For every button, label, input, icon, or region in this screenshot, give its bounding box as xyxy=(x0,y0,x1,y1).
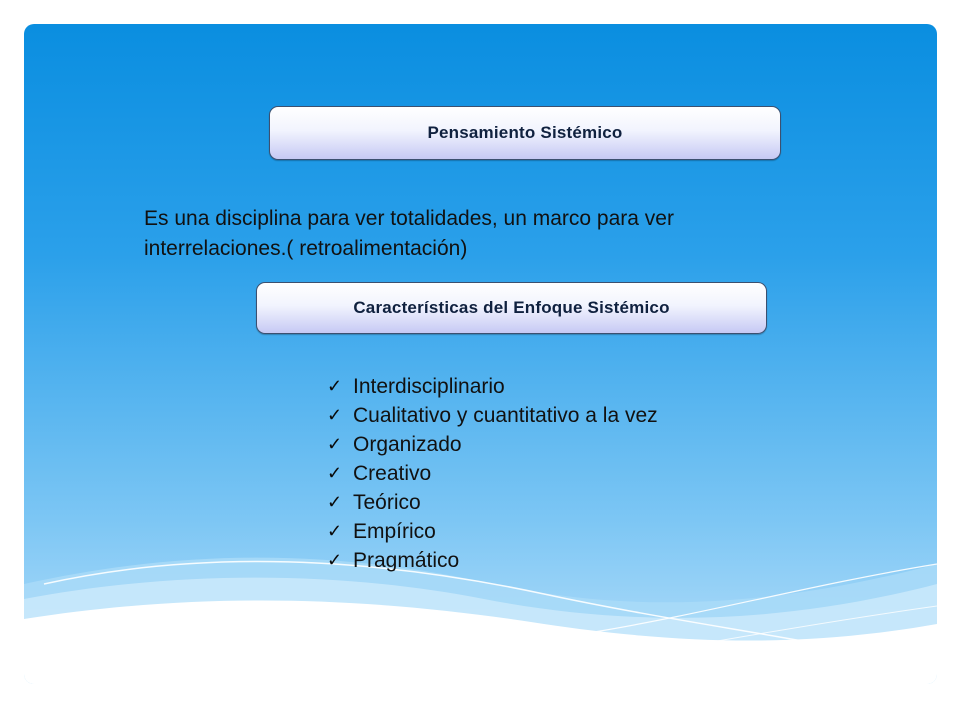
check-icon: ✓ xyxy=(327,376,343,396)
title-text: Pensamiento Sistémico xyxy=(427,123,623,142)
check-icon: ✓ xyxy=(327,521,343,541)
list-item-label: Pragmático xyxy=(353,548,460,572)
title-box xyxy=(269,106,781,160)
list-item xyxy=(327,430,658,459)
list-item-label: Empírico xyxy=(353,519,436,543)
list-item xyxy=(327,488,658,517)
description-text: Es una disciplina para ver totalidades, un marco para ver interrelaciones.( retroalimentación) xyxy=(144,207,674,260)
list-item xyxy=(327,372,658,401)
check-icon: ✓ xyxy=(327,405,343,425)
list-item-label: Interdisciplinario xyxy=(353,374,505,398)
list-item-label: Organizado xyxy=(353,432,462,456)
list-item-label: Teórico xyxy=(353,490,421,514)
list-item xyxy=(327,517,658,546)
characteristics-list xyxy=(327,372,658,575)
check-icon: ✓ xyxy=(327,492,343,512)
slide xyxy=(24,24,937,684)
subtitle-box xyxy=(256,282,767,334)
subtitle-text: Características del Enfoque Sistémico xyxy=(353,298,670,317)
check-icon: ✓ xyxy=(327,463,343,483)
list-item-label: Creativo xyxy=(353,461,432,485)
check-icon: ✓ xyxy=(327,434,343,454)
list-item xyxy=(327,401,658,430)
check-icon: ✓ xyxy=(327,550,343,570)
list-item xyxy=(327,459,658,488)
list-item-label: Cualitativo y cuantitativo a la vez xyxy=(353,403,658,427)
list-item xyxy=(327,546,658,575)
